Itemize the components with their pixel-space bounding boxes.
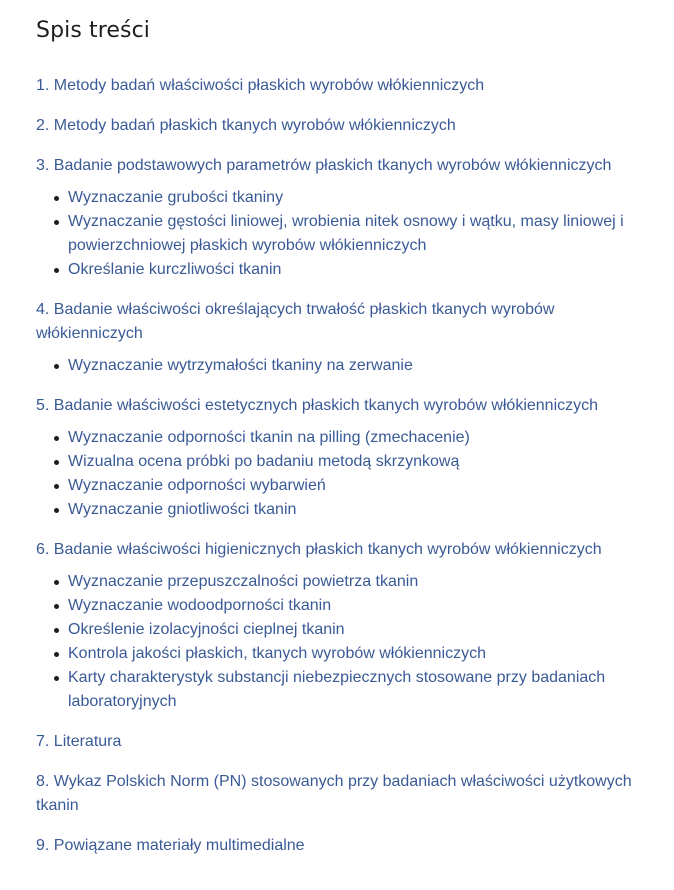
toc-subitem [68, 642, 662, 666]
toc-item-2 [36, 114, 662, 138]
toc-sublink[interactable]: Wyznaczanie wodoodporności tkanin [68, 597, 332, 614]
toc-sublink[interactable]: Karty charakterystyk substancji niebezpiecznych stosowane przy badaniach laboratoryjnych [68, 669, 606, 710]
toc-link-7[interactable]: 7. Literatura [36, 733, 122, 750]
toc-sublink[interactable]: Wyznaczanie gęstości liniowej, wrobienia nitek osnowy i wątku, masy liniowej i powierzchniowej płaskich wyrobów włókienniczych [68, 213, 624, 254]
toc-subitem [68, 498, 662, 522]
bullet-icon [54, 604, 59, 609]
toc-item-6 [36, 538, 662, 714]
toc-sublink[interactable]: Wyznaczanie odporności wybarwień [68, 477, 326, 494]
table-of-contents [36, 14, 662, 858]
bullet-icon [54, 628, 59, 633]
toc-sublink[interactable]: Wyznaczanie wytrzymałości tkaniny na zerwanie [68, 357, 413, 374]
toc-subitem [68, 186, 662, 210]
toc-subitem [68, 570, 662, 594]
bullet-icon [54, 268, 59, 273]
toc-link-8[interactable]: 8. Wykaz Polskich Norm (PN) stosowanych przy badaniach właściwości użytkowych tkanin [36, 773, 632, 814]
toc-subitem [68, 354, 662, 378]
toc-subitem [68, 666, 662, 714]
toc-subitem [68, 258, 662, 282]
bullet-icon [54, 652, 59, 657]
bullet-icon [54, 436, 59, 441]
toc-sublist-5 [36, 426, 662, 522]
toc-link-9[interactable]: 9. Powiązane materiały multimedialne [36, 837, 305, 854]
toc-subitem [68, 426, 662, 450]
toc-item-3 [36, 154, 662, 282]
bullet-icon [54, 484, 59, 489]
toc-sublink[interactable]: Wizualna ocena próbki po badaniu metodą skrzynkową [68, 453, 460, 470]
toc-item-7 [36, 730, 662, 754]
bullet-icon [54, 460, 59, 465]
bullet-icon [54, 220, 59, 225]
toc-item-5 [36, 394, 662, 522]
toc-subitem [68, 618, 662, 642]
toc-item-8 [36, 770, 662, 818]
toc-link-2[interactable]: 2. Metody badań płaskich tkanych wyrobów włókienniczych [36, 117, 456, 134]
bullet-icon [54, 364, 59, 369]
toc-subitem [68, 474, 662, 498]
toc-link-4[interactable]: 4. Badanie właściwości określających trwałość płaskich tkanych wyrobów włókienniczych [36, 301, 555, 342]
toc-subitem [68, 450, 662, 474]
toc-sublink[interactable]: Wyznaczanie grubości tkaniny [68, 189, 284, 206]
toc-link-3[interactable]: 3. Badanie podstawowych parametrów płaskich tkanych wyrobów włókienniczych [36, 157, 612, 174]
toc-title: Spis treści [36, 18, 150, 43]
bullet-icon [54, 508, 59, 513]
toc-sublink[interactable]: Określenie izolacyjności cieplnej tkanin [68, 621, 345, 638]
toc-item-9 [36, 834, 662, 858]
toc-sublist-6 [36, 570, 662, 714]
toc-list [36, 74, 662, 858]
toc-sublink[interactable]: Określanie kurczliwości tkanin [68, 261, 282, 278]
toc-link-5[interactable]: 5. Badanie właściwości estetycznych płaskich tkanych wyrobów włókienniczych [36, 397, 599, 414]
toc-sublink[interactable]: Wyznaczanie gniotliwości tkanin [68, 501, 297, 518]
toc-link-1[interactable]: 1. Metody badań właściwości płaskich wyrobów włókienniczych [36, 77, 485, 94]
toc-sublist-3 [36, 186, 662, 282]
toc-sublink[interactable]: Kontrola jakości płaskich, tkanych wyrobów włókienniczych [68, 645, 486, 662]
toc-sublink[interactable]: Wyznaczanie odporności tkanin na pilling (zmechacenie) [68, 429, 470, 446]
toc-subitem [68, 594, 662, 618]
toc-sublink[interactable]: Wyznaczanie przepuszczalności powietrza tkanin [68, 573, 419, 590]
bullet-icon [54, 196, 59, 201]
toc-item-1 [36, 74, 662, 98]
toc-item-4 [36, 298, 662, 378]
toc-link-6[interactable]: 6. Badanie właściwości higienicznych płaskich tkanych wyrobów włókienniczych [36, 541, 602, 558]
toc-sublist-4 [36, 354, 662, 378]
bullet-icon [54, 676, 59, 681]
bullet-icon [54, 580, 59, 585]
toc-subitem [68, 210, 662, 258]
